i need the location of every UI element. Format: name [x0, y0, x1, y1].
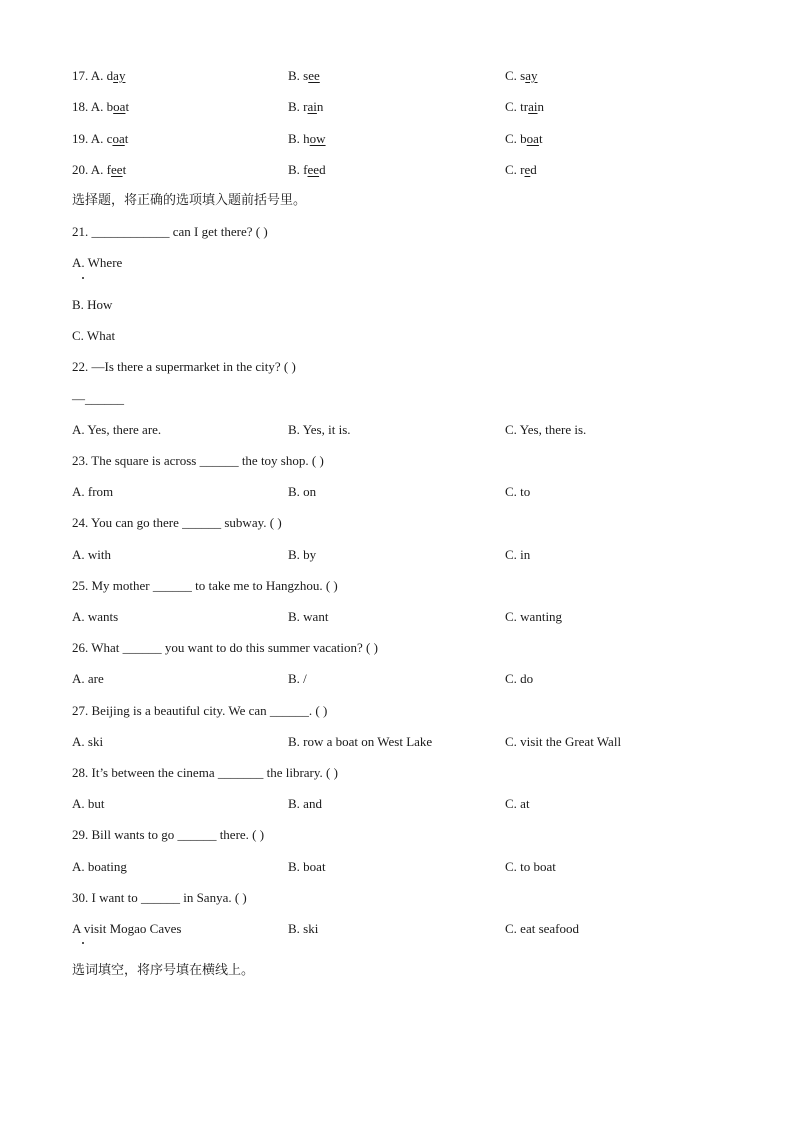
- option-c: C. train: [505, 99, 545, 114]
- option-c: C. at: [505, 796, 530, 811]
- option-a: A. ski: [72, 734, 104, 749]
- option-b: B. and: [288, 796, 322, 811]
- question-18: 18. A. boat: [72, 99, 130, 114]
- question-21: 21. ____________ can I get there? ( ): [72, 224, 268, 239]
- answer-blank: —______: [72, 391, 124, 406]
- question-26: 26. What ______ you want to do this summer vacation? ( ): [72, 640, 378, 655]
- option-a: A. but: [72, 796, 105, 811]
- dot-mark: [82, 277, 84, 279]
- option-c: C. Yes, there is.: [505, 422, 587, 437]
- option-b: B. how: [288, 131, 326, 146]
- question-25: 25. My mother ______ to take me to Hangzhou. ( ): [72, 578, 338, 593]
- option-b: B. on: [288, 484, 317, 499]
- question-20: 20. A. feet: [72, 162, 127, 177]
- option-c: C. wanting: [505, 609, 563, 624]
- question-24: 24. You can go there ______ subway. ( ): [72, 515, 282, 530]
- option-c: C. boat: [505, 131, 543, 146]
- option-a: A. Yes, there are.: [72, 422, 162, 437]
- question-17: 17. A. day: [72, 68, 126, 83]
- option-b: B. want: [288, 609, 329, 624]
- option-c: C. in: [505, 547, 531, 562]
- option-a: A. from: [72, 484, 114, 499]
- section-heading-choice: 选择题，将正确的选项填入题前括号里。: [72, 193, 307, 208]
- dot-mark: [82, 942, 84, 944]
- question-29: 29. Bill wants to go ______ there. ( ): [72, 827, 265, 842]
- option-b: B. see: [288, 68, 320, 83]
- option-c: C. What: [72, 328, 116, 343]
- option-b: B. ski: [288, 921, 319, 936]
- option-a: A visit Mogao Caves: [72, 921, 182, 936]
- option-c: C. visit the Great Wall: [505, 734, 622, 749]
- option-b: B. by: [288, 547, 317, 562]
- option-a: A. wants: [72, 609, 119, 624]
- option-c: C. do: [505, 671, 534, 686]
- option-b: B. row a boat on West Lake: [288, 734, 433, 749]
- option-c: C. to boat: [505, 859, 556, 874]
- option-a: A. Where: [72, 255, 123, 270]
- option-a: A. with: [72, 547, 111, 562]
- option-a: A. are: [72, 671, 104, 686]
- option-b: B. rain: [288, 99, 324, 114]
- option-b: B. boat: [288, 859, 326, 874]
- option-c: C. say: [505, 68, 538, 83]
- question-28: 28. It’s between the cinema _______ the library. ( ): [72, 765, 338, 780]
- question-27: 27. Beijing is a beautiful city. We can ______. ( ): [72, 703, 328, 718]
- option-b: B. How: [72, 297, 113, 312]
- option-b: B. feed: [288, 162, 326, 177]
- question-19: 19. A. coat: [72, 131, 129, 146]
- question-22: 22. —Is there a supermarket in the city? ( ): [72, 359, 296, 374]
- section-heading-fill-in: 选词填空，将序号填在横线上。: [72, 963, 255, 978]
- question-23: 23. The square is across ______ the toy shop. ( ): [72, 453, 324, 468]
- option-b: B. Yes, it is.: [288, 422, 351, 437]
- option-c: C. to: [505, 484, 531, 499]
- question-30: 30. I want to ______ in Sanya. ( ): [72, 890, 247, 905]
- option-b: B. /: [288, 671, 307, 686]
- option-c: C. red: [505, 162, 537, 177]
- option-c: C. eat seafood: [505, 921, 580, 936]
- option-a: A. boating: [72, 859, 127, 874]
- question-number: 17. A.: [72, 68, 107, 83]
